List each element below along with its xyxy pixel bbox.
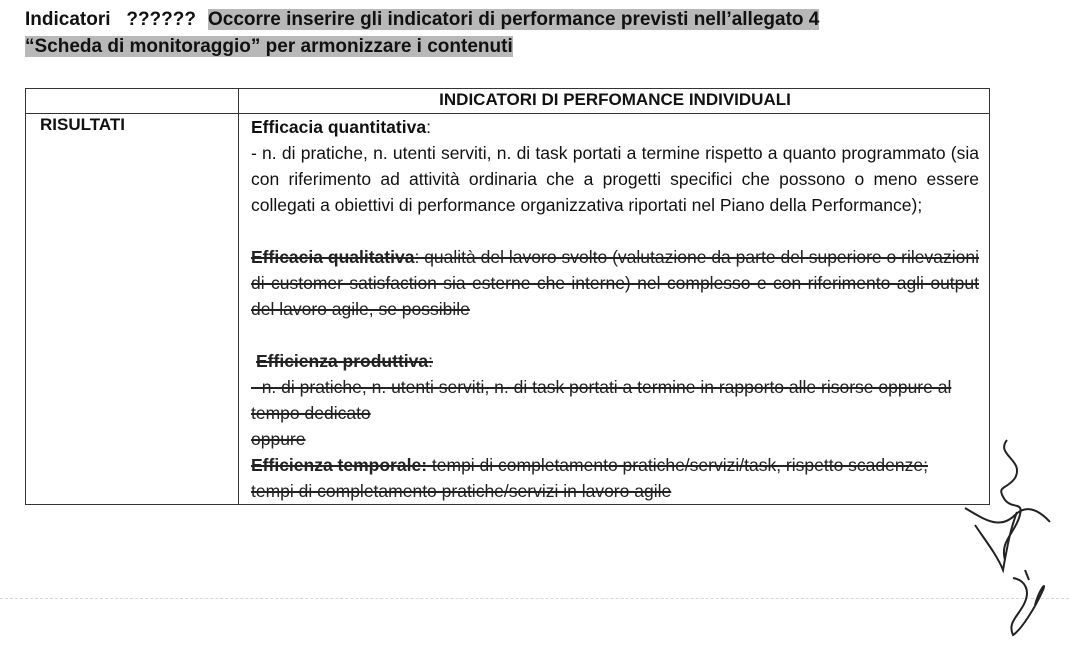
table-header-row (26, 89, 990, 114)
temporale-title: Efficienza temporale: (251, 455, 428, 475)
heading-note-line1: Occorre inserire gli indicatori di performance previsti nell’allegato 4 (207, 9, 820, 30)
heading-lead: Indicatori ?????? (25, 9, 196, 30)
produttiva-oppure: oppure (251, 429, 306, 449)
quantitativa-colon: : (426, 117, 431, 137)
quantitativa-title: Efficacia quantitativa (251, 117, 427, 137)
produttiva-colon: : (428, 351, 433, 371)
quantitativa-text: - n. di pratiche, n. utenti serviti, n. di task portati a termine rispetto a quanto programmato (sia con riferimento ad attività ordinaria che a progetti specifici che possono o meno essere collegati a obiettivi di performance organizzativa riportati nel Piano della Performance); (251, 143, 979, 215)
quantitativa-block (251, 114, 979, 218)
header-empty-cell (26, 89, 239, 114)
heading-note-line2: “Scheda di monitoraggio” per armonizzare i contenuti (25, 36, 513, 57)
scan-artifact-line (0, 598, 1069, 599)
indicators-cell (239, 114, 990, 505)
qualitativa-text: : qualità del lavoro svolto (valutazione da parte del superiore o rilevazioni di customer satisfaction sia esterne che interne) nel complesso e con riferimento agli output del lavoro agile, se possibile (251, 247, 979, 319)
temporale-text: tempi di completamento pratiche/servizi/task, rispetto scadenze; (427, 455, 928, 475)
qualitativa-title: Efficacia qualitativa (251, 247, 415, 267)
produttiva-title: Efficienza produttiva (256, 351, 429, 371)
produttiva-block (251, 374, 979, 452)
temporale-text2: tempi di completamento pratiche/servizi in lavoro agile (251, 481, 672, 501)
indicators-table (25, 88, 990, 505)
produttiva-title-line (251, 348, 979, 374)
row-label: RISULTATI (26, 114, 239, 505)
table-row (26, 114, 990, 505)
qualitativa-block (251, 244, 979, 322)
table-header: INDICATORI DI PERFOMANCE INDIVIDUALI (239, 89, 990, 114)
temporale-block (251, 452, 979, 504)
document-heading (25, 6, 1025, 60)
handwritten-initials-signature (955, 430, 1065, 650)
produttiva-text: - n. di pratiche, n. utenti serviti, n. di task portati a termine in rapporto alle risorse oppure al tempo dedicato (251, 377, 952, 423)
